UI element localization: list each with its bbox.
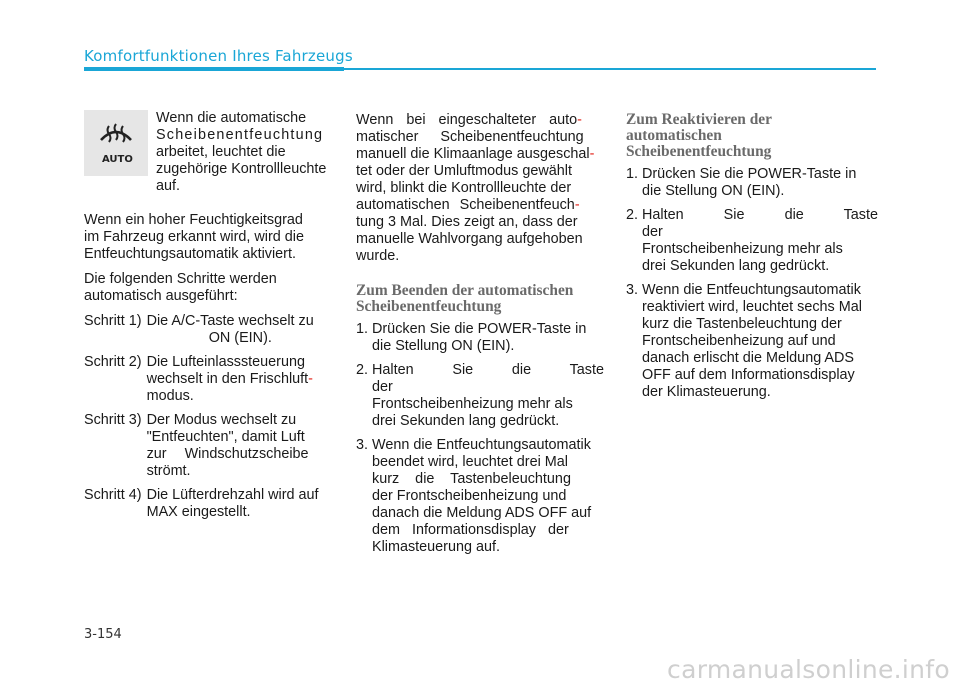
text-line [356, 146, 604, 163]
text-line: drei Sekunden lang gedrückt. [642, 258, 830, 274]
text-line: MAX eingestellt. [146, 504, 251, 520]
text-line: Frontscheibenheizung mehr als [642, 241, 843, 257]
section-heading [356, 283, 604, 315]
hyphen: - [574, 197, 580, 213]
text-line: die Stellung ON (EIN). [642, 183, 785, 199]
text-line: strömt. [146, 463, 191, 479]
text-line: Die Lufteinlasssteuerung [146, 354, 305, 370]
text-line: kurz die Tastenbeleuchtung der [642, 316, 842, 332]
indicator-description [156, 110, 334, 195]
list-item [626, 166, 878, 200]
step-item [84, 354, 334, 405]
text-fragment: manuell die Klimaanlage ausgeschal [356, 146, 590, 162]
column-middle [356, 112, 604, 563]
heading-line: Scheibenentfeuchtung [356, 298, 502, 315]
text-line [147, 371, 334, 388]
text-line: reaktiviert wird, leuchtet sechs Mal [642, 299, 862, 315]
text-line: modus. [146, 388, 194, 404]
item-number: 2. [626, 207, 639, 223]
numbered-list [626, 166, 878, 401]
text-line: der Frontscheibenheizung und [372, 488, 567, 504]
watermark: carmanualsonline.info [667, 655, 950, 684]
text-line: dem Informationsdisplay der [372, 522, 569, 538]
text-line: Die Lüfterdrehzahl wird auf [146, 487, 319, 503]
text-line: Klimasteuerung auf. [372, 539, 500, 555]
heading-line: Scheibenentfeuchtung [626, 143, 772, 160]
column-right [626, 112, 878, 408]
text-line: kurz die Tastenbeleuchtung [372, 471, 571, 487]
text-line: Drücken Sie die POWER-Taste in [372, 321, 587, 337]
heading-line: Zum Reaktivieren der [626, 111, 772, 128]
text-line: Wenn die Entfeuchtungsautomatik [642, 282, 861, 298]
text-line: Die A/C-Taste wechselt zu [146, 313, 314, 329]
heading-line: Zum Beenden der automatischen [356, 282, 574, 299]
text-line: zur Windschutzscheibe [146, 446, 309, 462]
text-line: automatisch ausgeführt: [84, 288, 238, 304]
item-number: 1. [626, 166, 639, 182]
step-label: Schritt 2) [84, 354, 142, 370]
paragraph [84, 212, 334, 263]
step-item [84, 487, 334, 521]
list-item [626, 282, 878, 401]
text-line: Die folgenden Schritte werden [84, 271, 277, 287]
text-line: Entfeuchtungsautomatik aktiviert. [84, 246, 296, 262]
page-number: 3-154 [84, 627, 122, 642]
text-line: Halten Sie die Taste der [372, 362, 604, 395]
text-line: danach die Meldung ADS OFF auf [372, 505, 592, 521]
text-line: der Klimasteuerung. [642, 384, 771, 400]
text-line: beendet wird, leuchtet drei Mal [372, 454, 568, 470]
paragraph [84, 271, 334, 305]
text-line: Wenn ein hoher Feuchtigkeitsgrad [84, 212, 303, 228]
header-rule [344, 68, 876, 70]
rear-defrost-auto-icon [84, 110, 148, 176]
text-line: ON (EIN). [208, 330, 272, 346]
paragraph [356, 112, 604, 265]
step-item [84, 313, 334, 347]
text-line [356, 112, 604, 129]
text-line: die Stellung ON (EIN). [372, 338, 515, 354]
hyphen: - [589, 146, 595, 162]
text-fragment: Wenn bei eingeschalteter auto [356, 112, 578, 128]
text-line: OFF auf dem Informationsdisplay [642, 367, 855, 383]
icon-label: AUTO [102, 154, 133, 165]
hyphen: - [577, 112, 582, 128]
text-fragment: automatischen Scheibenentfeuch [356, 197, 575, 213]
text-line: auf. [156, 178, 181, 194]
text-line: wurde. [356, 248, 400, 264]
text-line: zugehörige Kontrollleuchte [156, 161, 327, 177]
text-line: tet oder der Umluftmodus gewählt [356, 163, 572, 179]
text-line: Drücken Sie die POWER-Taste in [642, 166, 857, 182]
step-label: Schritt 4) [84, 487, 142, 503]
text-line: Scheibenentfeuchtung [156, 127, 324, 143]
section-heading [626, 112, 878, 160]
text-line: Der Modus wechselt zu [146, 412, 297, 428]
text-fragment: wechselt in den Frischluft [146, 371, 309, 387]
list-item [356, 437, 604, 556]
heading-line: automatischen [626, 127, 722, 144]
text-line: wird, blinkt die Kontrollleuchte der [356, 180, 572, 196]
text-line: tung 3 Mal. Dies zeigt an, dass der [356, 214, 578, 230]
list-item [626, 207, 878, 275]
item-number: 3. [356, 437, 369, 453]
step-item [84, 412, 334, 480]
text-line: drei Sekunden lang gedrückt. [372, 413, 560, 429]
list-item [356, 362, 604, 430]
text-line: im Fahrzeug erkannt wird, wird die [84, 229, 304, 245]
text-line: Wenn die Entfeuchtungsautomatik [372, 437, 591, 453]
text-line: Halten Sie die Taste der [642, 207, 878, 240]
text-line: danach erlischt die Meldung ADS [642, 350, 854, 366]
header-accent-bar [84, 67, 344, 71]
text-line: matischer Scheibenentfeuchtung [356, 129, 584, 145]
text-line: Frontscheibenheizung auf und [642, 333, 836, 349]
text-line [356, 197, 604, 214]
text-line: arbeitet, leuchtet die [156, 144, 286, 160]
numbered-list [356, 321, 604, 556]
hyphen: - [308, 371, 313, 387]
item-number: 2. [356, 362, 369, 378]
text-line: Wenn die automatische [156, 110, 307, 126]
step-label: Schritt 3) [84, 412, 142, 428]
text-line: manuelle Wahlvorgang aufgehoben [356, 231, 583, 247]
section-title: Komfortfunktionen Ihres Fahrzeugs [84, 47, 353, 65]
step-label: Schritt 1) [84, 313, 142, 329]
text-line: Frontscheibenheizung mehr als [372, 396, 573, 412]
item-number: 1. [356, 321, 369, 337]
item-number: 3. [626, 282, 639, 298]
text-line: "Entfeuchten", damit Luft [146, 429, 305, 445]
defrost-icon [98, 120, 134, 150]
list-item [356, 321, 604, 355]
